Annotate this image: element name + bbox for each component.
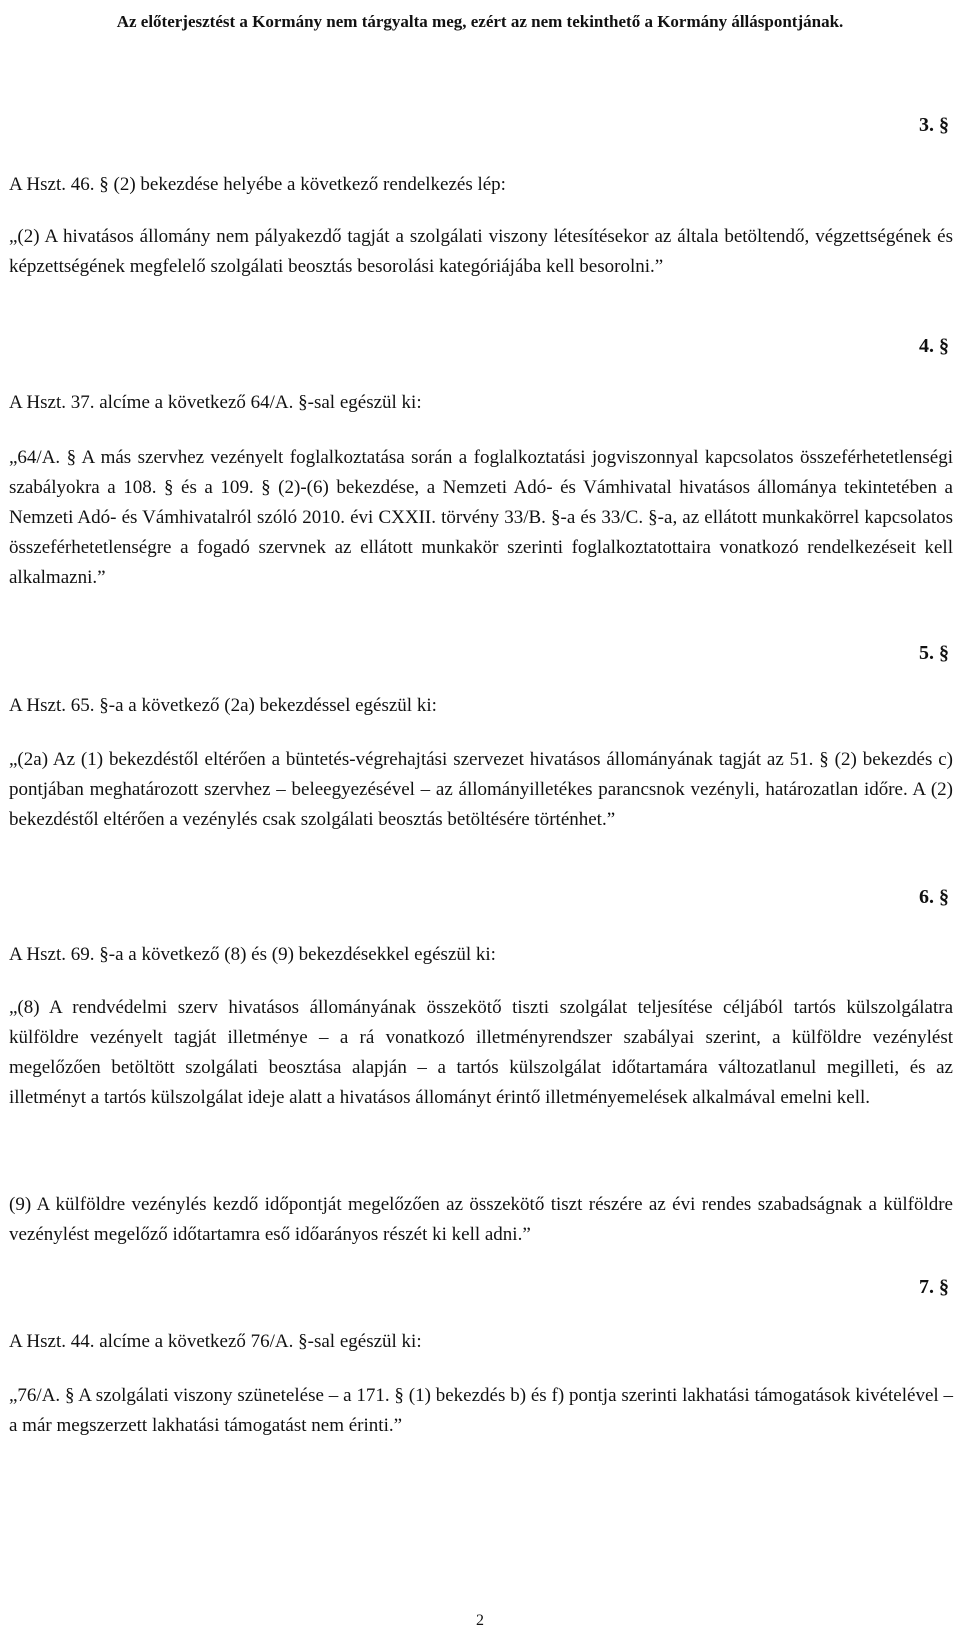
section-7-intro: A Hszt. 44. alcíme a következő 76/A. §-sal egészül ki: bbox=[9, 1331, 422, 1352]
page-header-notice: Az előterjesztést a Kormány nem tárgyalta meg, ezért az nem tekinthető a Kormány álláspontjának. bbox=[116, 12, 844, 31]
section-5-text: „(2a) Az (1) bekezdéstől eltérően a büntetés-végrehajtási szervezet hivatásos állományának tagját az 51. § (2) bekezdés c) pontjában meghatározott szervhez – beleegyezésével – az állományilletékes parancsnok vezényli, határozatlan időre. A (2) bekezdéstől eltérően a vezénylés csak szolgálati beosztás betöltésére történhet.” bbox=[9, 749, 953, 830]
section-6-text-2: (9) A külföldre vezénylés kezdő időpontját megelőzően az összekötő tiszt részére az évi rendes szabadságnak a külföldre vezénylést megelőző időtartamra eső időarányos részét ki kell adni.” bbox=[9, 1194, 953, 1245]
section-4-text: „64/A. § A más szervhez vezényelt foglalkoztatása során a foglalkoztatási jogviszonnyal kapcsolatos összeférhetetlenségi szabályokra a 108. § és a 109. § (2)-(6) bekezdése, a Nemzeti Adó- és Vámhivatal hivatásos állománya tekintetében a Nemzeti Adó- és Vámhivatalról szóló 2010. évi CXXII. törvény 33/B. §-a és 33/C. §-a, az ellátott munkakörrel kapcsolatos összeférhetetlenségre a fogadó szervnek az ellátott munkakör szerinti foglalkoztatottaira vonatkozó rendelkezéseit kell alkalmazni.” bbox=[9, 447, 953, 588]
section-4-intro: A Hszt. 37. alcíme a következő 64/A. §-sal egészül ki: bbox=[9, 392, 422, 413]
section-title-3: 3. § bbox=[919, 114, 949, 136]
section-6-text: „(8) A rendvédelmi szerv hivatásos állományának összekötő tiszti szolgálat teljesítése céljából tartós külszolgálatra külföldre vezényelt tagját illetménye – a rá vonatkozó illetményrendszer szabályai szerint, a külföldre vezénylést megelőzően betöltött szolgálati beosztása alapján – a tartós külszolgálat időtartamára változatlanul megilleti, és az illetményt a tartós külszolgálat ideje alatt a hivatásos állományt érintő illetményemelések alkalmával emelni kell. bbox=[9, 997, 953, 1108]
page-number: 2 bbox=[476, 1612, 484, 1629]
section-title-7: 7. § bbox=[919, 1276, 949, 1298]
section-5-intro: A Hszt. 65. §-a a következő (2a) bekezdéssel egészül ki: bbox=[9, 695, 437, 716]
section-title-6: 6. § bbox=[919, 886, 949, 908]
section-3-intro: A Hszt. 46. § (2) bekezdése helyébe a következő rendelkezés lép: bbox=[9, 174, 506, 195]
section-title-4: 4. § bbox=[919, 335, 949, 357]
section-7-text: „76/A. § A szolgálati viszony szünetelése – a 171. § (1) bekezdés b) és f) pontja szerinti lakhatási támogatások kivételével – a már megszerzett lakhatási támogatást nem érinti.” bbox=[9, 1385, 953, 1436]
section-title-5: 5. § bbox=[919, 642, 949, 664]
section-6-intro: A Hszt. 69. §-a a következő (8) és (9) bekezdésekkel egészül ki: bbox=[9, 944, 496, 965]
section-3-text: „(2) A hivatásos állomány nem pályakezdő tagját a szolgálati viszony létesítésekor az általa betöltendő, végzettségének és képzettségének megfelelő szolgálati beosztás besorolási kategóriájába kell besorolni.” bbox=[9, 226, 953, 277]
